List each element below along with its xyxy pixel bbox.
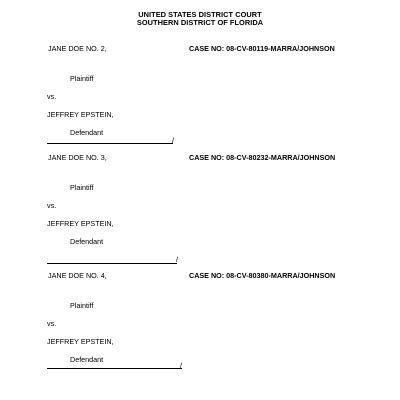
case-number: CASE NO: 08-CV-80380-MARRA/JOHNSON xyxy=(189,271,336,280)
caption-rule xyxy=(47,263,177,264)
plaintiff-label: Plaintiff xyxy=(70,301,94,310)
caption-slash: / xyxy=(180,361,182,370)
versus-label: vs. xyxy=(47,201,57,210)
defendant-name: JEFFREY EPSTEIN, xyxy=(47,219,114,228)
plaintiff-name: JANE DOE NO. 2, xyxy=(48,44,107,53)
court-district: SOUTHERN DISTRICT OF FLORIDA xyxy=(136,18,264,27)
plaintiff-label: Plaintiff xyxy=(70,74,94,83)
defendant-label: Defendant xyxy=(70,128,104,137)
defendant-name: JEFFREY EPSTEIN, xyxy=(47,110,114,119)
defendant-label: Defendant xyxy=(70,237,104,246)
caption-rule xyxy=(47,143,173,144)
court-name: UNITED STATES DISTRICT COURT xyxy=(138,10,262,19)
versus-label: vs. xyxy=(47,319,57,328)
defendant-label: Defendant xyxy=(70,355,104,364)
case-number: CASE NO: 08-CV-80119-MARRA/JOHNSON xyxy=(189,44,335,53)
versus-label: vs. xyxy=(47,92,57,101)
case-number: CASE NO: 08-CV-80232-MARRA/JOHNSON xyxy=(189,153,336,162)
caption-slash: / xyxy=(172,136,174,145)
plaintiff-name: JANE DOE NO. 4, xyxy=(48,271,107,280)
case-caption-block xyxy=(0,272,400,392)
case-caption-block xyxy=(0,154,400,274)
plaintiff-label: Plaintiff xyxy=(70,183,94,192)
defendant-name: JEFFREY EPSTEIN, xyxy=(47,337,114,346)
caption-slash: / xyxy=(176,255,178,264)
plaintiff-name: JANE DOE NO. 3, xyxy=(48,153,107,162)
case-caption-block xyxy=(0,45,400,165)
caption-rule xyxy=(47,368,182,369)
